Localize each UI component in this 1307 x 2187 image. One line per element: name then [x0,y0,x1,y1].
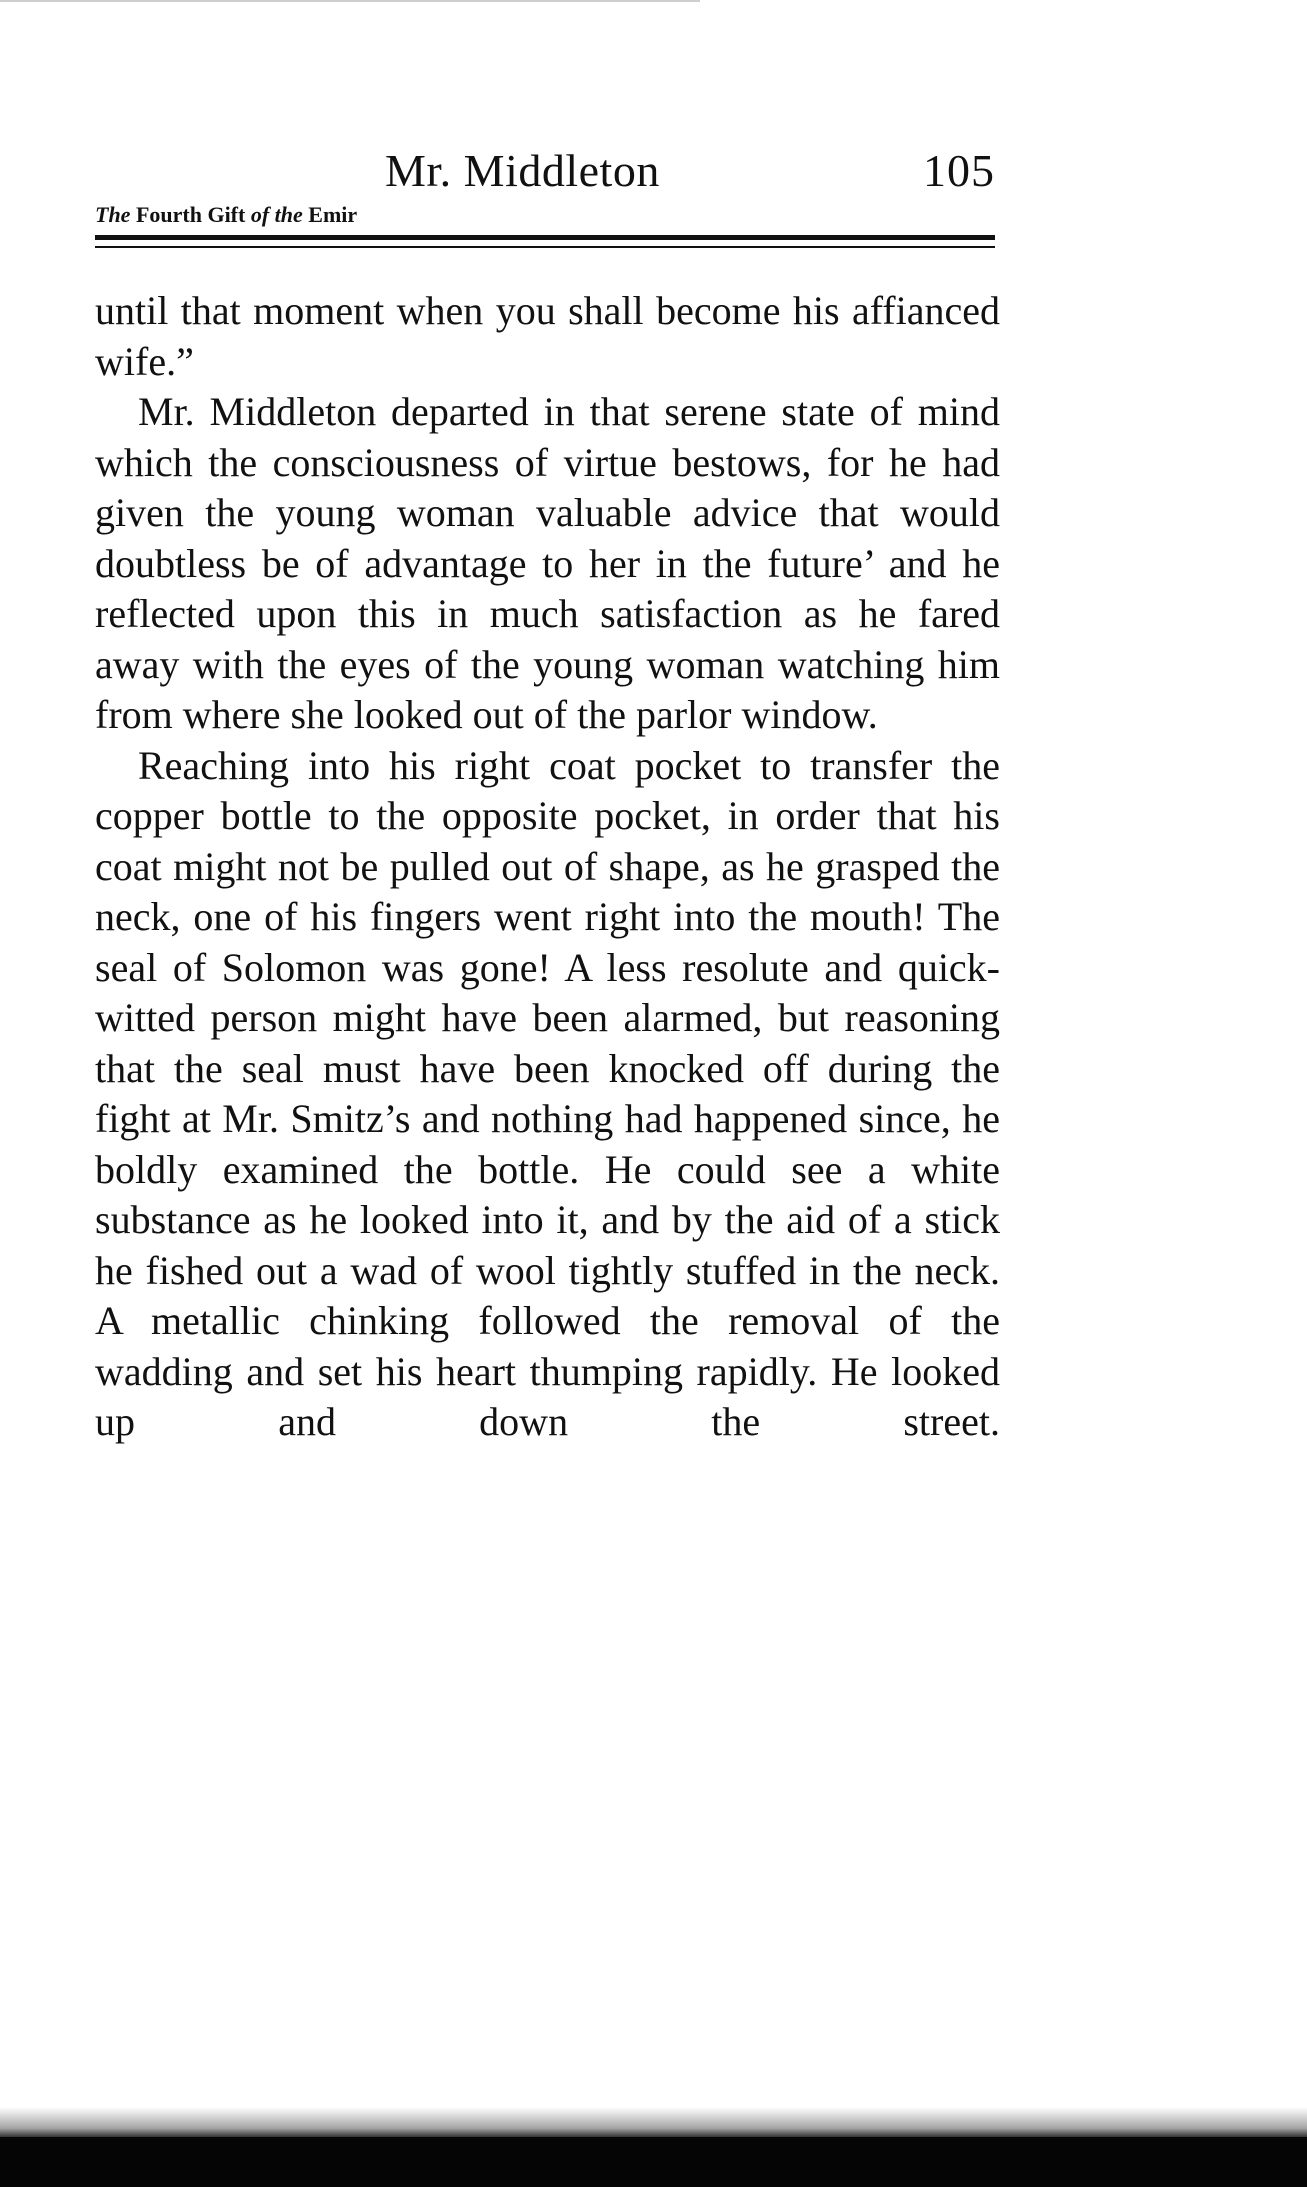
paragraph-bottle: Reaching into his right coat pocket to transfer the copper bottle to the opposite pocket, in order that his coat might not be pulled out of shape, as he grasped the neck, one of his fingers went right into the mouth! The seal of Solomon was gone! A less resolute and quick-witted person might have been alarmed, but reasoning that the seal must have been knocked off during the fight at Mr. Smitz’s and nothing had happened since, he boldly examined the bottle. He could see a white substance as he looked into it, and by the aid of a stick he fished out a wad of wool tightly stuffed in the neck. A metallic chinking followed the removal of the wadding and set his heart thumping rapidly. He looked up and down the street. [95,742,1000,1444]
header-rule-thin [95,246,995,248]
section-title-article: The [95,202,131,227]
section-title-main: Fourth Gift [135,202,246,227]
running-header [95,138,995,258]
paragraph-continuation: until that moment when you shall become his affianced wife.” [95,288,1000,384]
page-number: 105 [923,145,995,196]
scan-edge-bottom-fade [0,2107,1307,2137]
section-title-end: Emir [308,202,358,227]
body-text [95,286,1000,1448]
paragraph-departure: Mr. Middleton departed in that serene state of mind which the consciousness of virtue bestows, for he had given the young woman valuable advice that would doubtless be of advantage to her in the future’ and he reflected upon this in much satisfaction as he fared away with the eyes of the young woman watching him from where she looked out of the parlor window. [95,389,1000,737]
running-title: Mr. Middleton [385,145,660,196]
scan-edge-bottom [0,2137,1307,2187]
scan-edge-top [0,0,700,2]
section-title-connector: of the [250,202,303,227]
section-title [95,202,357,228]
header-rule-thick [95,235,995,240]
